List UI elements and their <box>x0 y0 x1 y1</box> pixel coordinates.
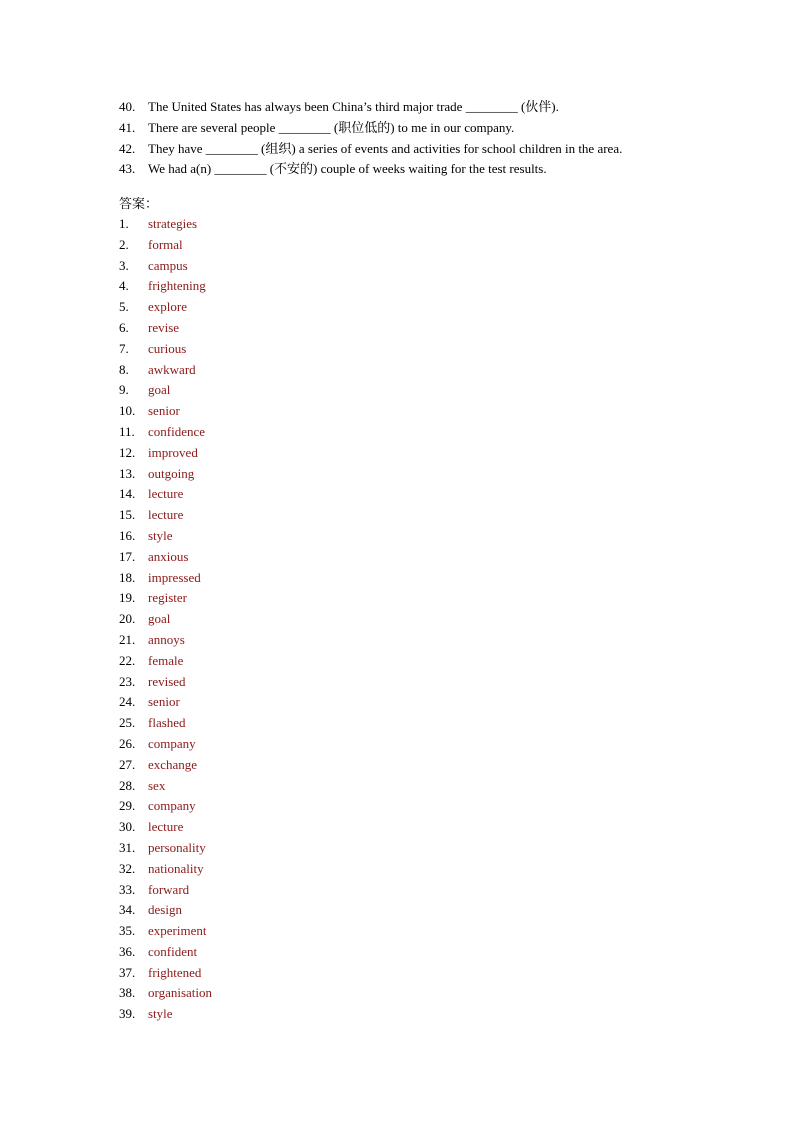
answer-number: 35. <box>119 923 136 939</box>
answer-item <box>119 339 419 360</box>
answer-item <box>119 817 419 838</box>
answer-item <box>119 422 419 443</box>
answer-item <box>119 297 419 318</box>
answer-word: female <box>148 652 184 668</box>
answer-item <box>119 983 419 1004</box>
answer-word: forward <box>148 881 190 897</box>
answer-item <box>119 380 419 401</box>
answer-number: 20. <box>119 611 136 627</box>
question-item <box>119 139 759 160</box>
answer-item <box>119 609 419 630</box>
answer-item <box>119 796 419 817</box>
answer-word: anxious <box>148 548 189 564</box>
question-text: There are several people ________ (职位低的) to me in our company. <box>148 119 515 135</box>
answer-number: 31. <box>119 839 136 855</box>
answer-word: company <box>148 735 196 751</box>
question-text: They have ________ (组织) a series of events and activities for school children in the area. <box>148 140 623 156</box>
answer-number: 32. <box>119 860 136 876</box>
answer-item <box>119 630 419 651</box>
answer-item <box>119 547 419 568</box>
answer-number: 19. <box>119 590 136 606</box>
answer-word: lecture <box>148 507 184 523</box>
answer-item <box>119 401 419 422</box>
answer-number: 1. <box>119 216 129 231</box>
answer-word: confident <box>148 943 198 959</box>
answer-word: frightening <box>148 278 206 294</box>
answer-word: strategies <box>148 216 198 231</box>
answer-number: 9. <box>119 382 129 398</box>
answer-item <box>119 318 419 339</box>
answer-item <box>119 256 419 277</box>
answer-number: 7. <box>119 340 129 356</box>
answers-heading: 答案： <box>119 196 159 211</box>
answer-number: 11. <box>119 423 135 439</box>
question-text: We had a(n) ________ (不安的) couple of weeks waiting for the test results. <box>148 161 547 177</box>
answer-item <box>119 672 419 693</box>
answer-word: campus <box>148 257 188 273</box>
answer-item <box>119 505 419 526</box>
answer-item <box>119 880 419 901</box>
answer-word: lecture <box>148 819 184 835</box>
answer-word: revise <box>148 319 180 335</box>
answer-word: revised <box>148 673 186 689</box>
answer-item <box>119 276 419 297</box>
answer-item <box>119 568 419 589</box>
question-number: 41. <box>119 119 136 135</box>
answer-item <box>119 214 419 235</box>
answer-number: 38. <box>119 985 136 1001</box>
answer-item <box>119 713 419 734</box>
answer-item <box>119 651 419 672</box>
answer-item <box>119 755 419 776</box>
question-text: The United States has always been China’s third major trade ________ (伙伴). <box>148 99 559 114</box>
question-number: 43. <box>119 161 136 177</box>
answer-word: senior <box>148 694 180 710</box>
answer-number: 8. <box>119 361 129 377</box>
answer-number: 18. <box>119 569 136 585</box>
question-list <box>119 97 759 180</box>
answer-item <box>119 692 419 713</box>
answer-item <box>119 484 419 505</box>
answer-word: outgoing <box>148 465 195 481</box>
answer-word: senior <box>148 403 180 419</box>
answer-number: 34. <box>119 902 136 918</box>
answer-word: confidence <box>148 423 206 439</box>
answer-word: annoys <box>148 631 185 647</box>
answer-item <box>119 588 419 609</box>
question-item <box>119 159 759 180</box>
answer-number: 27. <box>119 756 136 772</box>
answer-item <box>119 526 419 547</box>
answer-item <box>119 776 419 797</box>
answer-word: goal <box>148 611 171 627</box>
answer-number: 12. <box>119 444 136 460</box>
answer-item <box>119 859 419 880</box>
answer-word: design <box>148 902 182 918</box>
question-number: 42. <box>119 140 136 156</box>
question-item <box>119 97 759 118</box>
answer-number: 22. <box>119 652 136 668</box>
answer-word: goal <box>148 382 171 398</box>
answer-word: personality <box>148 839 206 855</box>
question-item <box>119 118 759 139</box>
answer-number: 36. <box>119 943 136 959</box>
answer-number: 37. <box>119 964 136 980</box>
answer-item <box>119 963 419 984</box>
answer-word: company <box>148 798 196 814</box>
answer-item <box>119 900 419 921</box>
answer-word: formal <box>148 236 183 252</box>
answer-word: nationality <box>148 860 204 876</box>
answer-list <box>119 214 419 1025</box>
answer-word: explore <box>148 299 187 315</box>
answer-number: 13. <box>119 465 136 481</box>
answer-item <box>119 838 419 859</box>
answer-word: style <box>148 527 173 543</box>
answer-number: 3. <box>119 257 129 273</box>
answer-item <box>119 942 419 963</box>
answer-item <box>119 1004 419 1025</box>
answer-number: 16. <box>119 527 136 543</box>
answer-word: style <box>148 1006 173 1022</box>
answer-word: flashed <box>148 715 186 731</box>
answer-number: 39. <box>119 1006 136 1022</box>
answer-item <box>119 734 419 755</box>
answer-word: impressed <box>148 569 201 585</box>
answer-number: 15. <box>119 507 136 523</box>
answer-number: 10. <box>119 403 136 419</box>
answer-number: 24. <box>119 694 136 710</box>
answer-number: 28. <box>119 777 136 793</box>
answer-word: experiment <box>148 923 207 939</box>
answer-number: 29. <box>119 798 136 814</box>
answer-word: lecture <box>148 486 184 502</box>
answer-number: 21. <box>119 631 136 647</box>
answer-item <box>119 443 419 464</box>
answer-item <box>119 464 419 485</box>
answer-number: 5. <box>119 299 129 315</box>
answer-word: frightened <box>148 964 202 980</box>
answer-item <box>119 235 419 256</box>
answer-number: 23. <box>119 673 136 689</box>
answer-word: curious <box>148 340 187 356</box>
answer-word: improved <box>148 444 198 460</box>
answer-item <box>119 921 419 942</box>
answer-word: awkward <box>148 361 196 377</box>
answer-word: register <box>148 590 187 606</box>
answer-number: 2. <box>119 236 129 252</box>
answer-number: 4. <box>119 278 129 294</box>
question-number: 40. <box>119 99 136 114</box>
answer-word: sex <box>148 777 166 793</box>
answer-word: exchange <box>148 756 198 772</box>
answer-number: 26. <box>119 735 136 751</box>
answer-item <box>119 360 419 381</box>
answer-number: 17. <box>119 548 136 564</box>
answer-number: 25. <box>119 715 136 731</box>
answer-number: 30. <box>119 819 136 835</box>
answer-word: organisation <box>148 985 213 1001</box>
answer-number: 33. <box>119 881 136 897</box>
answer-number: 14. <box>119 486 136 502</box>
answer-number: 6. <box>119 319 129 335</box>
